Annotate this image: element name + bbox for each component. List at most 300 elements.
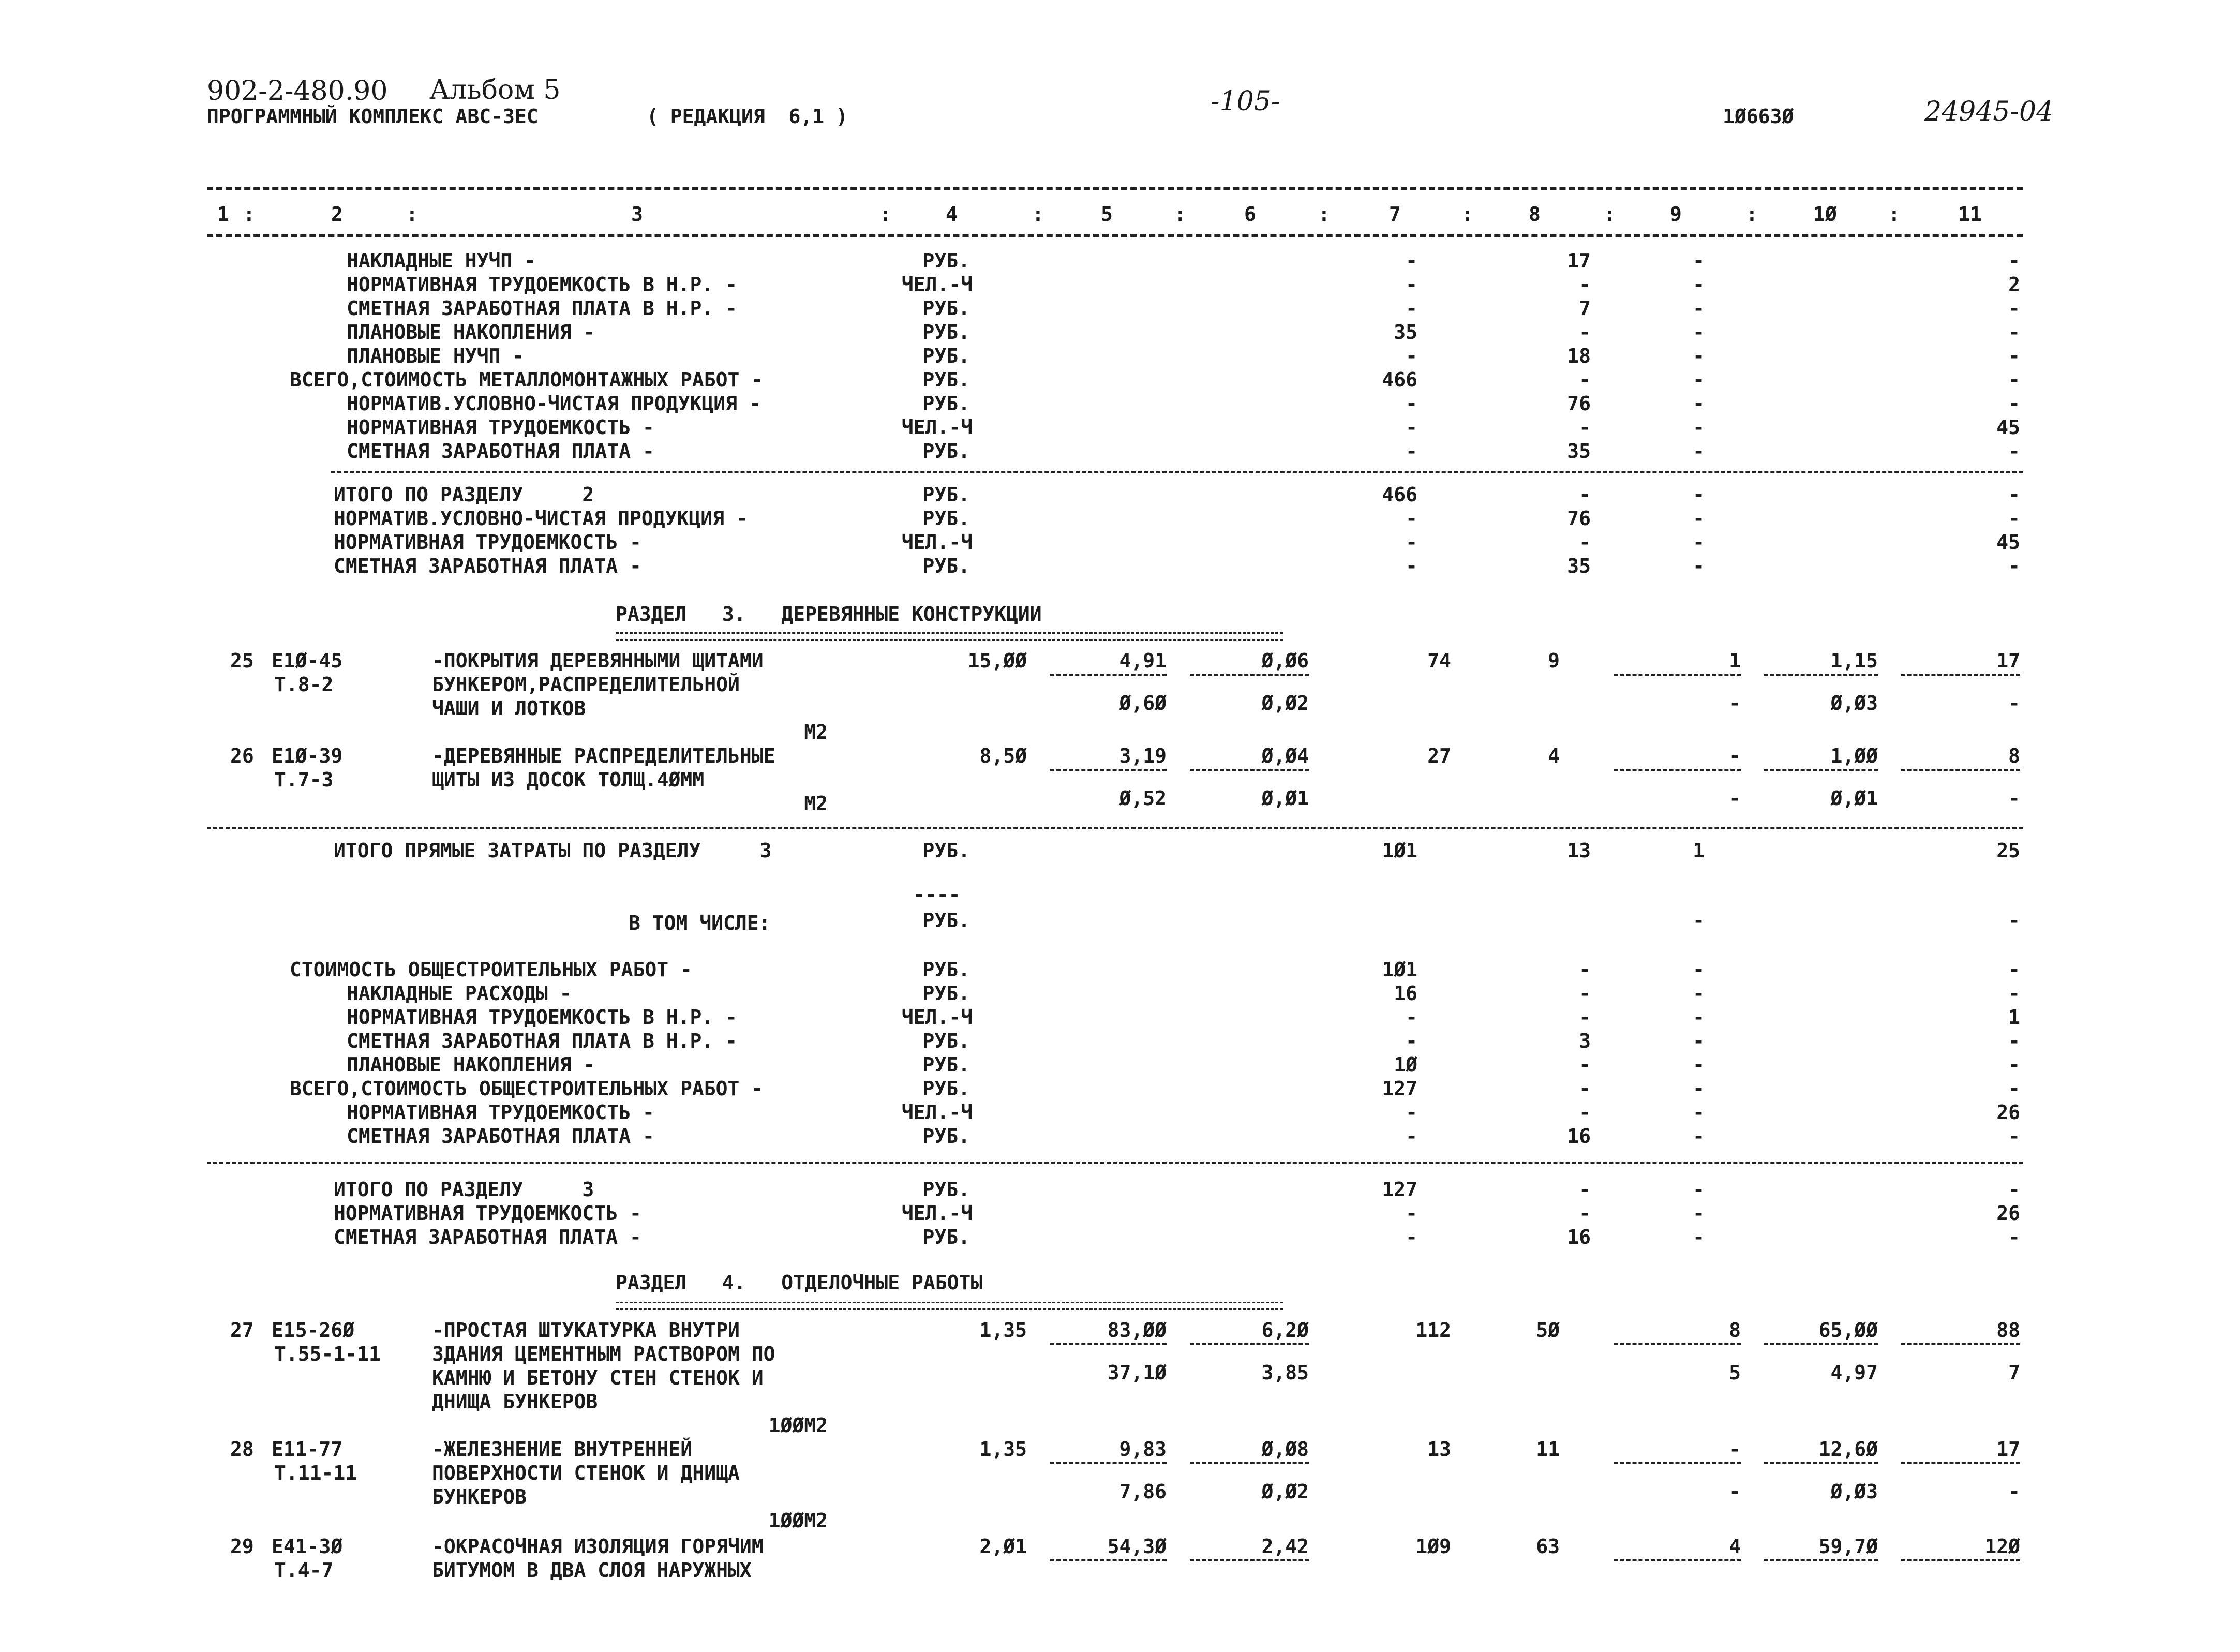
row-label: НОРМАТИВНАЯ ТРУДОЕМКОСТЬ - xyxy=(347,416,654,439)
cell-rule xyxy=(1901,1343,2020,1345)
cell-c7: 35 xyxy=(1394,321,1417,344)
cell-rule xyxy=(1050,769,1167,771)
cell-c11b: 7 xyxy=(2008,1361,2020,1384)
cell-c11: - xyxy=(2008,909,2020,932)
cell-c11: 45 xyxy=(1996,531,2020,554)
cell-c8: 76 xyxy=(1567,392,1591,415)
cell-c9: 1 xyxy=(1693,839,1705,862)
section-title-underline xyxy=(616,1302,1283,1310)
cell-rule xyxy=(1190,769,1309,771)
row-label: НОРМАТИВНАЯ ТРУДОЕМКОСТЬ В Н.Р. - xyxy=(347,273,737,296)
cell-c11: - xyxy=(2008,1178,2020,1201)
row-unit: РУБ. xyxy=(922,507,970,530)
cell-c9b: - xyxy=(1729,692,1741,715)
item-description-line: ДНИЩА БУНКЕРОВ xyxy=(432,1390,598,1413)
cell-c6b: 3,85 xyxy=(1261,1361,1309,1384)
cell-c11: - xyxy=(2008,555,2020,577)
row-unit: ЧЕЛ.-Ч xyxy=(901,273,973,296)
cell-c10: 1,15 xyxy=(1830,649,1878,672)
cell-c7: 127 xyxy=(1382,1178,1417,1201)
col-1: 1 xyxy=(217,203,229,226)
section-rule xyxy=(331,471,2023,473)
cell-c11: 25 xyxy=(1996,839,2020,862)
row-label: ИТОГО ПО РАЗДЕЛУ 3 xyxy=(334,1178,594,1201)
cell-c9: - xyxy=(1693,249,1705,272)
row-unit: ЧЕЛ.-Ч xyxy=(901,416,973,439)
cell-c9: - xyxy=(1693,321,1705,344)
cell-c7: - xyxy=(1406,297,1417,320)
row-label: ИТОГО ПО РАЗДЕЛУ 2 xyxy=(334,483,594,506)
cell-rule xyxy=(1901,769,2020,771)
cell-rule xyxy=(1050,1559,1167,1561)
cell-c8: 63 xyxy=(1536,1535,1560,1558)
row-label: НАКЛАДНЫЕ РАСХОДЫ - xyxy=(347,982,572,1005)
col-11: 11 xyxy=(1958,203,1982,226)
edition-label: ( РЕДАКЦИЯ 6,1 ) xyxy=(647,105,848,128)
cell-c6b: Ø,Ø2 xyxy=(1261,692,1309,715)
cell-rule xyxy=(1050,674,1167,676)
cell-c7: - xyxy=(1406,1125,1417,1148)
row-label: В ТОМ ЧИСЛЕ: xyxy=(629,912,771,934)
cell-c7: 1Ø1 xyxy=(1382,839,1417,862)
cell-c7: - xyxy=(1406,507,1417,530)
cell-c10: 1,ØØ xyxy=(1830,745,1878,767)
cell-c9: - xyxy=(1693,555,1705,577)
row-unit: РУБ. xyxy=(922,1030,970,1052)
cell-c9: - xyxy=(1693,1077,1705,1100)
cell-c5b: 7,86 xyxy=(1119,1480,1167,1503)
row-label: СМЕТНАЯ ЗАРАБОТНАЯ ПЛАТА В Н.Р. - xyxy=(347,1030,737,1052)
cell-c11: - xyxy=(2008,297,2020,320)
cell-c8: - xyxy=(1579,1178,1591,1201)
doc-code: 902-2-480.90 xyxy=(207,76,388,107)
cell-c9: - xyxy=(1693,1030,1705,1052)
cell-c6b: Ø,Ø1 xyxy=(1261,787,1309,810)
cell-rule xyxy=(1614,674,1741,676)
cell-c9: - xyxy=(1693,297,1705,320)
row-unit: ЧЕЛ.-Ч xyxy=(901,1101,973,1124)
cell-c7: - xyxy=(1406,531,1417,554)
cell-c5: 54,3Ø xyxy=(1107,1535,1167,1558)
item-code: Е11-77 xyxy=(272,1438,343,1461)
row-unit: РУБ. xyxy=(922,249,970,272)
col-6: 6 xyxy=(1244,203,1256,226)
cell-c8: - xyxy=(1579,1053,1591,1076)
cell-c8: - xyxy=(1579,531,1591,554)
doc-code-right: 1Ø663Ø xyxy=(1723,105,1794,128)
item-reference: Т.8-2 xyxy=(274,673,334,696)
cell-c11: - xyxy=(2008,368,2020,391)
row-unit: РУБ. xyxy=(922,982,970,1005)
cell-c9: - xyxy=(1729,745,1741,767)
cell-c10b: Ø,Ø1 xyxy=(1830,787,1878,810)
cell-c10: 65,ØØ xyxy=(1818,1319,1878,1342)
row-unit: РУБ. xyxy=(922,1053,970,1076)
cell-c8: 4 xyxy=(1548,745,1560,767)
cell-c9: - xyxy=(1693,1053,1705,1076)
cell-c11: - xyxy=(2008,1077,2020,1100)
cell-c9: 4 xyxy=(1729,1535,1741,1558)
cell-c9: - xyxy=(1693,909,1705,932)
cell-rule xyxy=(1614,1343,1741,1345)
col-10: 1Ø xyxy=(1813,203,1837,226)
cell-c11b: - xyxy=(2008,787,2020,810)
item-number: 26 xyxy=(230,745,254,767)
cell-c11: - xyxy=(2008,982,2020,1005)
cell-c8: 11 xyxy=(1536,1438,1560,1461)
cell-c7: - xyxy=(1406,1226,1417,1248)
cell-c6: 2,42 xyxy=(1261,1535,1309,1558)
cell-c9: - xyxy=(1693,273,1705,296)
row-unit: РУБ. xyxy=(922,555,970,577)
item-description-line: -ПОКРЫТИЯ ДЕРЕВЯННЫМИ ЩИТАМИ xyxy=(432,649,764,672)
cell-c9: - xyxy=(1693,1006,1705,1029)
row-label: СМЕТНАЯ ЗАРАБОТНАЯ ПЛАТА - xyxy=(347,1125,654,1148)
row-label: НАКЛАДНЫЕ НУЧП - xyxy=(347,249,536,272)
cell-c11: 45 xyxy=(1996,416,2020,439)
col-3: 3 xyxy=(631,203,643,226)
cell-rule xyxy=(1764,1343,1878,1345)
cell-rule xyxy=(1764,674,1878,676)
item-reference: Т.55-1-11 xyxy=(274,1343,381,1365)
cell-c7: 112 xyxy=(1415,1319,1451,1342)
cell-c8: 35 xyxy=(1567,555,1591,577)
cell-c11: - xyxy=(2008,321,2020,344)
section-title: РАЗДЕЛ 3. ДЕРЕВЯННЫЕ КОНСТРУКЦИИ xyxy=(616,603,1042,626)
cell-c11: 88 xyxy=(1996,1319,2020,1342)
cell-c7: - xyxy=(1406,1030,1417,1052)
row-label: НОРМАТИВНАЯ ТРУДОЕМКОСТЬ - xyxy=(347,1101,654,1124)
cell-c10b: 4,97 xyxy=(1830,1361,1878,1384)
cell-c7: - xyxy=(1406,555,1417,577)
cell-c4: 8,5Ø xyxy=(979,745,1027,767)
item-description-line: -ОКРАСОЧНАЯ ИЗОЛЯЦИЯ ГОРЯЧИМ xyxy=(432,1535,764,1558)
item-description-line: ЩИТЫ ИЗ ДОСОК ТОЛЩ.4ØММ xyxy=(432,768,705,791)
program-title: ПРОГРАММНЫЙ КОМПЛЕКС АВС-3ЕС xyxy=(207,105,539,128)
section-rule xyxy=(207,827,2023,829)
cell-rule xyxy=(1901,1559,2020,1561)
cell-c5b: 37,1Ø xyxy=(1107,1361,1167,1384)
item-description-line: -ЖЕЛЕЗНЕНИЕ ВНУТРЕННЕЙ xyxy=(432,1438,693,1461)
cell-c7: 16 xyxy=(1394,982,1417,1005)
row-unit: РУБ. xyxy=(922,321,970,344)
item-code: Е41-3Ø xyxy=(272,1535,343,1558)
row-unit: РУБ. xyxy=(922,1178,970,1201)
row-unit: РУБ. xyxy=(922,368,970,391)
cell-c11: 2 xyxy=(2008,273,2020,296)
cell-c10: 12,6Ø xyxy=(1818,1438,1878,1461)
row-unit: РУБ. xyxy=(922,392,970,415)
table-top-rule xyxy=(207,187,2023,190)
cell-c9: - xyxy=(1693,982,1705,1005)
row-label: СМЕТНАЯ ЗАРАБОТНАЯ ПЛАТА - xyxy=(334,1226,641,1248)
cell-c8: - xyxy=(1579,273,1591,296)
section-rule xyxy=(207,1162,2023,1164)
col-8: 8 xyxy=(1529,203,1541,226)
cell-c7: 127 xyxy=(1382,1077,1417,1100)
cell-c9: 8 xyxy=(1729,1319,1741,1342)
cell-c8: 35 xyxy=(1567,440,1591,463)
item-description-line: БИТУМОМ В ДВА СЛОЯ НАРУЖНЫХ xyxy=(432,1559,752,1582)
cell-c8: 18 xyxy=(1567,345,1591,367)
cell-c8: - xyxy=(1579,1006,1591,1029)
item-reference: Т.11-11 xyxy=(274,1462,357,1484)
cell-c7: 466 xyxy=(1382,368,1417,391)
cell-c11: - xyxy=(2008,392,2020,415)
cell-rule xyxy=(1614,1559,1741,1561)
cell-c10: 59,7Ø xyxy=(1818,1535,1878,1558)
item-unit: М2 xyxy=(804,721,828,743)
row-label: ПЛАНОВЫЕ НАКОПЛЕНИЯ - xyxy=(347,321,595,344)
cell-c10b: Ø,Ø3 xyxy=(1830,1480,1878,1503)
cell-c11: - xyxy=(2008,345,2020,367)
row-label: ИТОГО ПРЯМЫЕ ЗАТРАТЫ ПО РАЗДЕЛУ 3 xyxy=(334,839,772,862)
cell-c6: Ø,Ø6 xyxy=(1261,649,1309,672)
item-reference: Т.7-3 xyxy=(274,768,334,791)
item-number: 27 xyxy=(230,1319,254,1342)
cell-c7: - xyxy=(1406,1101,1417,1124)
item-code: Е15-26Ø xyxy=(272,1319,355,1342)
cell-c9: - xyxy=(1693,345,1705,367)
row-unit: РУБ. xyxy=(922,909,970,932)
cell-c8: - xyxy=(1579,1101,1591,1124)
row-unit: РУБ. xyxy=(922,1226,970,1248)
cell-rule xyxy=(1901,1462,2020,1464)
row-label: НОРМАТИВ.УСЛОВНО-ЧИСТАЯ ПРОДУКЦИЯ - xyxy=(334,507,748,530)
cell-c8: 76 xyxy=(1567,507,1591,530)
col-5: 5 xyxy=(1101,203,1113,226)
cell-rule xyxy=(1190,1559,1309,1561)
album-label: Альбом 5 xyxy=(429,75,561,106)
cell-rule xyxy=(1901,674,2020,676)
row-unit: РУБ. xyxy=(922,440,970,463)
cell-c8: - xyxy=(1579,958,1591,981)
cell-c5: 3,19 xyxy=(1119,745,1167,767)
row-unit: ЧЕЛ.-Ч xyxy=(901,1202,973,1225)
cell-c7: 1Ø xyxy=(1394,1053,1417,1076)
cell-rule xyxy=(1614,1462,1741,1464)
cell-c8: 9 xyxy=(1548,649,1560,672)
col-2: 2 xyxy=(331,203,343,226)
cell-rule xyxy=(1190,1462,1309,1464)
cell-c5b: Ø,52 xyxy=(1119,787,1167,810)
cell-c9b: - xyxy=(1729,1480,1741,1503)
cell-c11: - xyxy=(2008,1226,2020,1248)
cell-c4: 1,35 xyxy=(979,1319,1027,1342)
col-9: 9 xyxy=(1670,203,1682,226)
cell-c8: - xyxy=(1579,416,1591,439)
cell-rule xyxy=(1050,1462,1167,1464)
cell-rule xyxy=(1614,769,1741,771)
row-unit: ЧЕЛ.-Ч xyxy=(901,531,973,554)
row-label: ---- xyxy=(913,883,961,906)
cell-c9: - xyxy=(1693,368,1705,391)
cell-c8: - xyxy=(1579,368,1591,391)
col-7: 7 xyxy=(1389,203,1401,226)
row-label: ВСЕГО,СТОИМОСТЬ ОБЩЕСТРОИТЕЛЬНЫХ РАБОТ - xyxy=(290,1077,764,1100)
cell-c8: - xyxy=(1579,321,1591,344)
cell-c9: - xyxy=(1693,1125,1705,1148)
row-label: НОРМАТИВ.УСЛОВНО-ЧИСТАЯ ПРОДУКЦИЯ - xyxy=(347,392,761,415)
cell-c7: - xyxy=(1406,249,1417,272)
cell-rule xyxy=(1764,1462,1878,1464)
cell-rule xyxy=(1764,769,1878,771)
item-description-line: БУНКЕРОМ,РАСПРЕДЕЛИТЕЛЬНОЙ xyxy=(432,673,740,696)
item-description-line: ПОВЕРХНОСТИ СТЕНОК И ДНИЩА xyxy=(432,1462,740,1484)
cell-c7: 1Ø1 xyxy=(1382,958,1417,981)
cell-c7: 1Ø9 xyxy=(1415,1535,1451,1558)
cell-c7: - xyxy=(1406,1006,1417,1029)
cell-c9: - xyxy=(1693,1226,1705,1248)
cell-c11: 26 xyxy=(1996,1202,2020,1225)
cell-c11: - xyxy=(2008,483,2020,506)
cell-c11: 26 xyxy=(1996,1101,2020,1124)
row-unit: РУБ. xyxy=(922,297,970,320)
cell-c7: 74 xyxy=(1427,649,1451,672)
item-unit: М2 xyxy=(804,792,828,815)
cell-rule xyxy=(1050,1343,1167,1345)
cell-c11: - xyxy=(2008,249,2020,272)
item-description-line: КАМНЮ И БЕТОНУ СТЕН СТЕНОК И xyxy=(432,1366,764,1389)
cell-c9: - xyxy=(1693,507,1705,530)
row-label: НОРМАТИВНАЯ ТРУДОЕМКОСТЬ - xyxy=(334,1202,641,1225)
cell-c7: - xyxy=(1406,345,1417,367)
cell-c5: 4,91 xyxy=(1119,649,1167,672)
cell-c11: - xyxy=(2008,1030,2020,1052)
row-unit: РУБ. xyxy=(922,839,970,862)
cell-c7: 13 xyxy=(1427,1438,1451,1461)
cell-c9: - xyxy=(1729,1438,1741,1461)
cell-c7: 466 xyxy=(1382,483,1417,506)
cell-c11: - xyxy=(2008,440,2020,463)
header-bottom-rule xyxy=(207,234,2023,237)
doc-code-handwritten: 24945-04 xyxy=(1924,96,2054,127)
cell-c10b: Ø,Ø3 xyxy=(1830,692,1878,715)
cell-c8: 16 xyxy=(1567,1226,1591,1248)
cell-c6: Ø,Ø8 xyxy=(1261,1438,1309,1461)
cell-c7: - xyxy=(1406,392,1417,415)
row-unit: РУБ. xyxy=(922,958,970,981)
row-label: СМЕТНАЯ ЗАРАБОТНАЯ ПЛАТА - xyxy=(347,440,654,463)
section-title-underline xyxy=(616,632,1283,641)
cell-c8: 17 xyxy=(1567,249,1591,272)
row-label: НОРМАТИВНАЯ ТРУДОЕМКОСТЬ - xyxy=(334,531,641,554)
cell-c8: 16 xyxy=(1567,1125,1591,1148)
row-unit: РУБ. xyxy=(922,1077,970,1100)
cell-c9b: - xyxy=(1729,787,1741,810)
cell-rule xyxy=(1764,1559,1878,1561)
page-number: -105- xyxy=(1211,86,1280,117)
cell-c11b: - xyxy=(2008,1480,2020,1503)
cell-c11: 12Ø xyxy=(1984,1535,2020,1558)
cell-c8: - xyxy=(1579,1077,1591,1100)
cell-c11: - xyxy=(2008,1053,2020,1076)
cell-c7: - xyxy=(1406,440,1417,463)
cell-c9: - xyxy=(1693,1178,1705,1201)
col-4: 4 xyxy=(946,203,958,226)
cell-c9: - xyxy=(1693,531,1705,554)
cell-c9: - xyxy=(1693,1202,1705,1225)
item-code: Е1Ø-45 xyxy=(272,649,343,672)
item-unit: 1ØØМ2 xyxy=(768,1414,828,1437)
item-unit: 1ØØМ2 xyxy=(768,1509,828,1532)
row-unit: РУБ. xyxy=(922,483,970,506)
row-label: ПЛАНОВЫЕ НАКОПЛЕНИЯ - xyxy=(347,1053,595,1076)
cell-c5: 83,ØØ xyxy=(1107,1319,1167,1342)
item-description-line: -ПРОСТАЯ ШТУКАТУРКА ВНУТРИ xyxy=(432,1319,740,1342)
row-label: ПЛАНОВЫЕ НУЧП - xyxy=(347,345,525,367)
item-description-line: БУНКЕРОВ xyxy=(432,1485,527,1508)
cell-rule xyxy=(1190,674,1309,676)
cell-c7: 27 xyxy=(1427,745,1451,767)
cell-c8: 3 xyxy=(1579,1030,1591,1052)
cell-c8: 5Ø xyxy=(1536,1319,1560,1342)
cell-c4: 2,Ø1 xyxy=(979,1535,1027,1558)
cell-rule xyxy=(1190,1343,1309,1345)
row-unit: РУБ. xyxy=(922,345,970,367)
cell-c11: 17 xyxy=(1996,1438,2020,1461)
cell-c9: - xyxy=(1693,1101,1705,1124)
cell-c11: 17 xyxy=(1996,649,2020,672)
cell-c9b: 5 xyxy=(1729,1361,1741,1384)
item-description-line: ЧАШИ И ЛОТКОВ xyxy=(432,697,586,720)
cell-c7: - xyxy=(1406,1202,1417,1225)
cell-c8: 13 xyxy=(1567,839,1591,862)
cell-c9: 1 xyxy=(1729,649,1741,672)
cell-c8: - xyxy=(1579,982,1591,1005)
cell-c9: - xyxy=(1693,483,1705,506)
cell-c6: 6,2Ø xyxy=(1261,1319,1309,1342)
row-label: НОРМАТИВНАЯ ТРУДОЕМКОСТЬ В Н.Р. - xyxy=(347,1006,737,1029)
item-number: 28 xyxy=(230,1438,254,1461)
row-label: СТОИМОСТЬ ОБЩЕСТРОИТЕЛЬНЫХ РАБОТ - xyxy=(290,958,692,981)
cell-c9: - xyxy=(1693,958,1705,981)
cell-c8: - xyxy=(1579,1202,1591,1225)
cell-c5: 9,83 xyxy=(1119,1438,1167,1461)
cell-c9: - xyxy=(1693,440,1705,463)
row-unit: РУБ. xyxy=(922,1125,970,1148)
item-number: 25 xyxy=(230,649,254,672)
cell-c11: - xyxy=(2008,1125,2020,1148)
item-number: 29 xyxy=(230,1535,254,1558)
section-title: РАЗДЕЛ 4. ОТДЕЛОЧНЫЕ РАБОТЫ xyxy=(616,1271,983,1294)
cell-c9: - xyxy=(1693,392,1705,415)
cell-c7: - xyxy=(1406,416,1417,439)
cell-c11: - xyxy=(2008,507,2020,530)
cell-c5b: Ø,6Ø xyxy=(1119,692,1167,715)
item-code: Е1Ø-39 xyxy=(272,745,343,767)
cell-c4: 1,35 xyxy=(979,1438,1027,1461)
cell-c7: - xyxy=(1406,273,1417,296)
cell-c11: 8 xyxy=(2008,745,2020,767)
row-label: ВСЕГО,СТОИМОСТЬ МЕТАЛЛОМОНТАЖНЫХ РАБОТ - xyxy=(290,368,764,391)
item-description-line: ЗДАНИЯ ЦЕМЕНТНЫМ РАСТВОРОМ ПО xyxy=(432,1343,775,1365)
cell-c6: Ø,Ø4 xyxy=(1261,745,1309,767)
cell-c11b: - xyxy=(2008,692,2020,715)
row-label: СМЕТНАЯ ЗАРАБОТНАЯ ПЛАТА - xyxy=(334,555,641,577)
cell-c11: 1 xyxy=(2008,1006,2020,1029)
item-description-line: -ДЕРЕВЯННЫЕ РАСПРЕДЕЛИТЕЛЬНЫЕ xyxy=(432,745,775,767)
row-label: СМЕТНАЯ ЗАРАБОТНАЯ ПЛАТА В Н.Р. - xyxy=(347,297,737,320)
cell-c8: 7 xyxy=(1579,297,1591,320)
row-unit: ЧЕЛ.-Ч xyxy=(901,1006,973,1029)
item-reference: Т.4-7 xyxy=(274,1559,334,1582)
cell-c4: 15,ØØ xyxy=(967,649,1027,672)
cell-c11: - xyxy=(2008,958,2020,981)
cell-c6b: Ø,Ø2 xyxy=(1261,1480,1309,1503)
cell-c8: - xyxy=(1579,483,1591,506)
cell-c9: - xyxy=(1693,416,1705,439)
